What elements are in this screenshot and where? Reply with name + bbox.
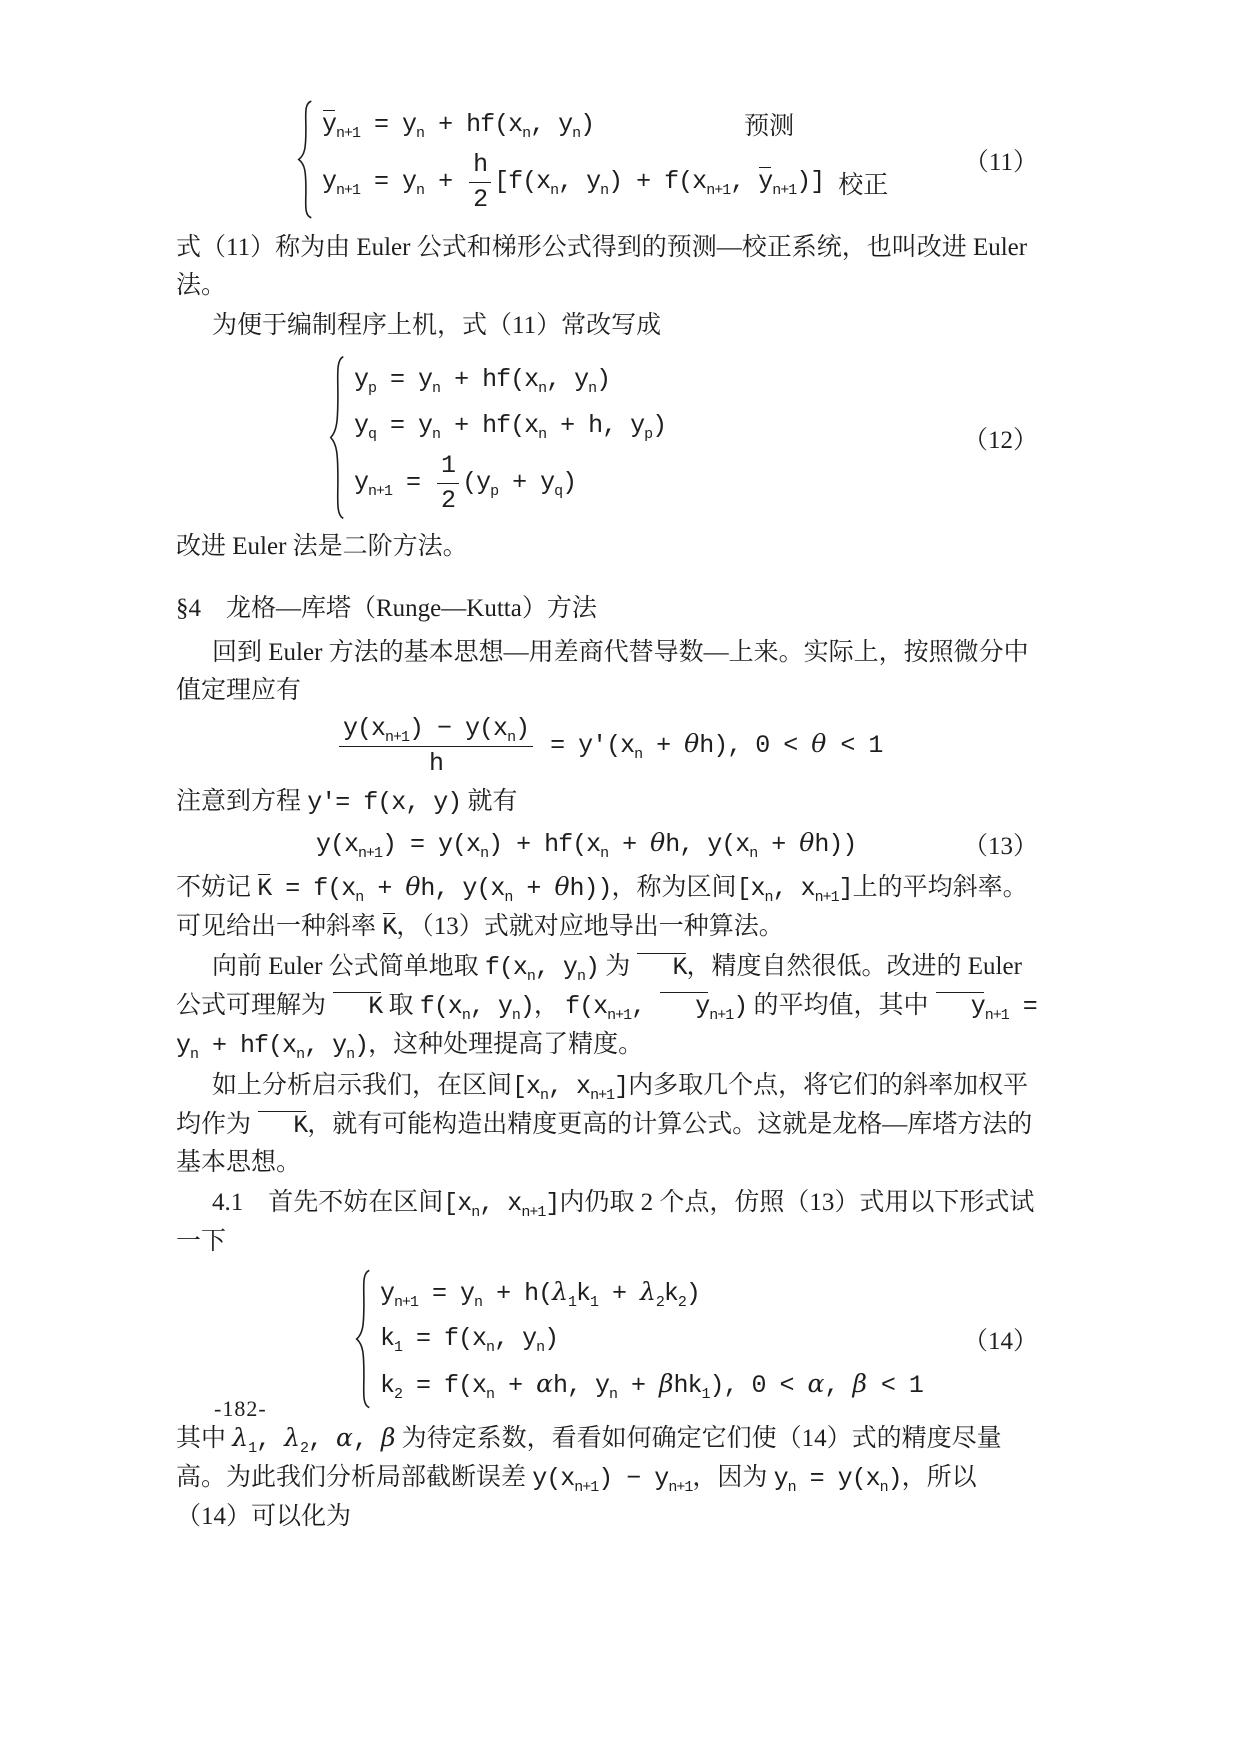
equation-content [354, 364, 611, 397]
equation-content [380, 1324, 559, 1356]
math-run: y [773, 1463, 788, 1493]
equation-line [380, 1319, 923, 1359]
equation-label: 预测 [744, 113, 795, 141]
subscript: n+1 [394, 1294, 419, 1311]
overbar [382, 914, 396, 941]
subscript: n+1 [668, 1478, 693, 1496]
greek-symbol: θ [799, 828, 815, 857]
overbar [636, 954, 686, 981]
text-run: 上的平均斜率。可见给出一种斜率 [176, 873, 1028, 940]
math-run: y'= f(x, y) [307, 787, 462, 817]
math-run: ) [685, 1279, 700, 1308]
overbar [257, 875, 271, 902]
subscript: n [787, 1478, 796, 1496]
subscript: n [486, 1386, 495, 1403]
math-run: , [631, 991, 660, 1021]
text-run: 取 [382, 991, 420, 1019]
subscript: n+1 [706, 182, 731, 200]
math-run: + [757, 830, 800, 859]
overbar [322, 111, 336, 138]
math-run: = y(x [795, 1463, 880, 1493]
subscript: n [600, 845, 609, 862]
subscript: 2 [300, 1439, 309, 1457]
equation-line [316, 824, 856, 864]
math-run: ) + hf(x [488, 830, 601, 859]
math-run: + [617, 1371, 660, 1400]
para-weighted-average [176, 1067, 1038, 1182]
equation-label: 校正 [838, 171, 889, 199]
math-run: = y [418, 1279, 475, 1308]
text-run: 注意到方程 [176, 787, 308, 815]
math-run: y [322, 167, 337, 197]
equation-content [322, 150, 824, 215]
subscript: n [432, 379, 441, 397]
text-run: ，精度自然很低。改进的 Euler 公式可理解为 [176, 952, 1022, 1019]
math-run: , y [558, 167, 601, 197]
math-run: , x [479, 1188, 522, 1218]
math-run: [f(x [494, 167, 551, 197]
subscript: n+1 [385, 729, 410, 746]
math-run: , [824, 1371, 853, 1400]
subscript: n [572, 124, 581, 142]
math-run: ) [887, 1463, 902, 1493]
math-run: ) [596, 364, 611, 394]
subscript: 2 [655, 1294, 664, 1311]
math-run: ) [515, 714, 530, 743]
math-run: hk [673, 1371, 702, 1400]
math-run: y(x [532, 1463, 575, 1493]
para-rewrite [176, 307, 1038, 345]
subscript: n [608, 1386, 617, 1403]
subscript: n [526, 967, 535, 985]
equation-11 [176, 100, 1038, 219]
math-run: y [354, 468, 369, 498]
greek-symbol: β [852, 1369, 867, 1398]
math-run: , y [534, 952, 577, 982]
math-run: ) − y [598, 1463, 669, 1493]
equation-lines [322, 104, 888, 215]
math-run: y [354, 364, 369, 394]
math-run: f(x [419, 991, 462, 1021]
fraction-denominator [441, 484, 455, 516]
equation-content [336, 714, 882, 779]
math-run: K [672, 952, 687, 982]
subscript: n [538, 379, 547, 397]
math-run: , y [469, 991, 512, 1021]
para-section-4-1 [176, 1184, 1038, 1261]
math-run: , x [548, 1071, 591, 1101]
text-run: 向前 Euler 公式简单地取 [212, 952, 485, 980]
greek-symbol: β [380, 1422, 396, 1452]
section-heading-4 [176, 590, 1038, 628]
fraction-denominator [473, 183, 487, 215]
math-run: y [322, 109, 337, 139]
subscript: n [749, 845, 758, 862]
text-run: 4.1 首先不妨在区间 [212, 1188, 444, 1216]
subscript: q [368, 425, 377, 443]
equation-number: （11） [963, 148, 1038, 176]
text-run: ，因为 [692, 1463, 774, 1491]
subscript: n [550, 182, 559, 200]
math-run: k [663, 1279, 678, 1308]
math-run: h [473, 150, 488, 180]
math-run: ) [354, 1030, 369, 1060]
math-run: [x [512, 1071, 541, 1101]
math-run: k [380, 1371, 395, 1400]
math-run: h)) [814, 830, 857, 859]
math-run: + [642, 730, 685, 760]
math-run: = y'(x [536, 730, 635, 760]
math-run: + h( [482, 1279, 553, 1308]
greek-symbol: λ [284, 1422, 301, 1452]
math-run: < 1 [826, 730, 883, 760]
equation-line [336, 714, 882, 779]
subscript: 1 [248, 1439, 257, 1457]
greek-symbol: α [536, 1369, 553, 1398]
subscript: n [538, 425, 547, 443]
math-run: , y [494, 1324, 537, 1353]
greek-symbol: θ [811, 728, 827, 758]
math-run: ) = y(x [382, 830, 481, 859]
math-run: , y [304, 1030, 347, 1060]
math-run: + [363, 873, 406, 903]
equation-line [354, 405, 666, 445]
subscript: n [355, 888, 364, 906]
text-run: 就有 [461, 787, 518, 815]
subscript: n+1 [574, 1478, 599, 1496]
text-run: 为便于编制程序上机，式（11）常改写成 [212, 312, 662, 339]
overbar [332, 993, 382, 1020]
text-run: ，这种处理提高了精度。 [368, 1030, 644, 1058]
greek-symbol: α [807, 1369, 825, 1398]
math-run: + hf(x [440, 364, 539, 394]
math-run: , x [772, 873, 815, 903]
math-run: h)) [569, 873, 612, 903]
fraction-numerator [469, 150, 491, 183]
math-run: + hf(x [424, 109, 523, 139]
equation-number: （14） [962, 1327, 1038, 1355]
equation-line [380, 1273, 923, 1313]
subscript: n [474, 1294, 483, 1311]
math-run: ) [580, 109, 595, 139]
greek-symbol: θ [650, 828, 666, 857]
equation-12 [176, 355, 1038, 520]
subscript: 1 [701, 1386, 710, 1403]
text-run: 内仍取 2 个点，仿照（13）式用以下形式试一下 [176, 1188, 1035, 1255]
equation-content [316, 828, 857, 862]
subscript: n [416, 124, 425, 142]
math-run: K [382, 912, 397, 942]
math-run: + [597, 1279, 640, 1308]
math-run: , [730, 167, 759, 197]
math-run: y(x [343, 714, 386, 743]
greek-symbol: α [336, 1422, 353, 1452]
subscript: n [536, 1339, 545, 1356]
math-run: ] [838, 873, 853, 903]
overbar [758, 168, 772, 195]
equation-14 [176, 1269, 1038, 1409]
math-run: < 1 [866, 1371, 923, 1400]
math-run: + hf(x [198, 1030, 297, 1060]
subscript: n+1 [590, 1086, 615, 1104]
math-run: y(x [316, 830, 359, 859]
equation-content [354, 410, 667, 443]
fraction-numerator [339, 714, 533, 747]
equation-mean-value [176, 714, 1038, 779]
para-average-slope [176, 868, 1038, 946]
math-run: , [256, 1424, 285, 1454]
subscript: 2 [677, 1294, 686, 1311]
math-run: [x [736, 873, 765, 903]
math-run: ] [614, 1071, 629, 1101]
fraction-numerator [437, 451, 459, 484]
text-run: ，就有可能构造出精度更高的计算公式。这就是龙格—库塔方法的基本思想。 [176, 1110, 1033, 1176]
subscript: n [507, 729, 516, 746]
math-run: ] [545, 1188, 560, 1218]
subscript: n [576, 967, 585, 985]
math-run: + [494, 1371, 537, 1400]
subscript: n [600, 182, 609, 200]
math-run: y [695, 991, 710, 1021]
math-run: y [758, 167, 773, 197]
math-run: , [308, 1424, 337, 1454]
text-run: ， [533, 991, 566, 1019]
subscript: 1 [394, 1339, 403, 1356]
math-run: + [512, 873, 555, 903]
math-run: , y [530, 109, 573, 139]
math-run: = y [376, 364, 433, 394]
math-run: k [380, 1324, 395, 1353]
math-run: + [608, 830, 651, 859]
text-run: 为 [598, 952, 637, 980]
subscript: n [504, 888, 513, 906]
subscript: n [346, 1045, 355, 1063]
subscript: n [190, 1045, 199, 1063]
text-run: ，所以（14）可以化为 [176, 1463, 977, 1530]
fraction [437, 451, 459, 516]
text-run: ，（13）式就对应地导出一种算法。 [396, 912, 784, 940]
math-run: ) [652, 410, 667, 440]
math-run: 2 [473, 185, 488, 214]
greek-symbol: θ [405, 871, 421, 901]
equation-lines [336, 714, 882, 779]
text-run: §4 龙格—库塔（Runge—Kutta）方法 [176, 595, 597, 622]
greek-symbol: λ [640, 1277, 656, 1306]
subscript: q [554, 483, 563, 501]
math-run: f(x [484, 952, 527, 982]
subscript: n+1 [521, 1203, 546, 1221]
math-run: h, y [552, 1371, 609, 1400]
subscript: n+1 [368, 483, 393, 501]
greek-symbol: λ [232, 1422, 249, 1452]
subscript: n [432, 425, 441, 443]
text-run: 内多取几个点，将它们的斜率加权平均作为 [176, 1071, 1029, 1138]
equation-content [354, 451, 576, 516]
subscript: p [490, 483, 499, 501]
equation-content [380, 1277, 700, 1311]
subscript: n [634, 745, 643, 763]
equation-number: （13） [962, 832, 1038, 860]
math-run: ) [584, 952, 599, 982]
math-run: 1 [441, 451, 456, 481]
math-run: K [293, 1110, 308, 1140]
text-run: ，称为区间 [611, 873, 737, 901]
math-run: K [368, 991, 383, 1021]
math-run: = f(x [402, 1324, 487, 1353]
subscript: 2 [394, 1386, 403, 1403]
subscript: n+1 [336, 182, 361, 200]
equation-line [380, 1365, 923, 1405]
math-run: + y [498, 468, 555, 498]
subscript: n+1 [336, 124, 361, 142]
equation-13 [176, 824, 1038, 864]
subscript: n [764, 888, 773, 906]
overbar [659, 993, 709, 1020]
math-run: = y [360, 167, 417, 197]
greek-symbol: λ [552, 1277, 568, 1306]
subscript: n+1 [709, 1006, 734, 1024]
equation-lines [354, 359, 666, 516]
para-note-equation [176, 783, 1038, 822]
text-run: 的平均值，其中 [747, 991, 935, 1019]
math-run: ) [544, 1324, 559, 1353]
math-run: y [354, 410, 369, 440]
equation-line [354, 359, 666, 399]
math-run: ) [519, 991, 534, 1021]
math-run: = y [360, 109, 417, 139]
subscript: p [368, 379, 377, 397]
subscript: n+1 [814, 888, 839, 906]
text-run: 为待定系数，看看如何确定它们使（14）式的精度尽量高。为此我们分析局部截断误差 [176, 1424, 1002, 1491]
math-run: ) [562, 468, 577, 498]
text-run: 如上分析启示我们，在区间 [212, 1071, 513, 1099]
para-back-to-euler [176, 634, 1038, 710]
math-run: = f(x [271, 873, 356, 903]
math-run: = [392, 468, 435, 498]
math-run: = f(x [402, 1371, 487, 1400]
subscript: n [522, 124, 531, 142]
fraction [469, 150, 491, 215]
equation-content [380, 1369, 923, 1403]
math-run: ) [733, 991, 748, 1021]
math-run: (y [462, 468, 491, 498]
math-run: , [352, 1424, 381, 1454]
left-brace-icon [296, 100, 314, 219]
subscript: n [480, 845, 489, 862]
math-run: + h, y [546, 410, 645, 440]
overbar [257, 1112, 307, 1139]
page-number: -182- [214, 1396, 267, 1421]
subscript: n [540, 1086, 549, 1104]
math-run: )] [796, 167, 825, 197]
subscript: p [644, 425, 653, 443]
subscript: n+1 [607, 1006, 632, 1024]
subscript: n+1 [984, 1006, 1009, 1024]
greek-symbol: β [659, 1369, 674, 1398]
text-run: 其中 [176, 1424, 233, 1452]
document-content [176, 96, 1038, 1538]
subscript: n [511, 1006, 520, 1024]
equation-content [322, 109, 595, 142]
math-run: h), 0 < [699, 730, 812, 760]
math-run: = y [176, 991, 1037, 1060]
math-run: K [257, 873, 272, 903]
math-run: f(x [565, 991, 608, 1021]
math-run: , y [546, 364, 589, 394]
math-run: 2 [441, 486, 456, 515]
fraction [339, 714, 533, 779]
subscript: n [461, 1006, 470, 1024]
subscript: n [879, 1478, 888, 1496]
subscript: 1 [567, 1294, 576, 1311]
subscript: n [588, 379, 597, 397]
equation-line [322, 150, 888, 215]
math-run: h, y(x [420, 873, 505, 903]
math-run: k [575, 1279, 590, 1308]
math-run: ) − y(x [409, 714, 508, 743]
equation-number: （12） [962, 426, 1038, 454]
fraction-denominator [429, 747, 443, 779]
math-run: y [380, 1279, 395, 1308]
para-eq11-desc [176, 229, 1038, 305]
math-run: ) + f(x [608, 167, 707, 197]
greek-symbol: θ [684, 728, 700, 758]
math-run: h, y(x [665, 830, 750, 859]
equation-lines [316, 824, 856, 864]
subscript: n [296, 1045, 305, 1063]
math-run: = y [376, 410, 433, 440]
subscript: n+1 [772, 182, 797, 200]
left-brace-icon [354, 1269, 372, 1409]
subscript: n+1 [358, 845, 383, 862]
text-run: 回到 Euler 方法的基本思想—用差商代替导数—上来。实际上，按照微分中值定理应有 [176, 639, 1029, 704]
equation-line [354, 451, 666, 516]
math-run: + [424, 167, 467, 197]
text-run: 式（11）称为由 Euler 公式和梯形公式得到的预测—校正系统，也叫改进 Euler 法。 [176, 234, 1028, 299]
overbar [935, 993, 985, 1020]
math-run: + hf(x [440, 410, 539, 440]
math-run: [x [443, 1188, 472, 1218]
para-forward-euler [176, 948, 1038, 1065]
equation-lines [380, 1273, 923, 1405]
subscript: n [416, 182, 425, 200]
left-brace-icon [328, 355, 346, 520]
math-run: h [429, 748, 444, 778]
subscript: n [471, 1203, 480, 1221]
para-second-order [176, 528, 1038, 566]
math-run: ), 0 < [709, 1371, 808, 1400]
subscript: 1 [589, 1294, 598, 1311]
math-run: y [970, 991, 985, 1021]
text-run: 改进 Euler 法是二阶方法。 [176, 533, 468, 560]
para-coefficients [176, 1419, 1038, 1536]
subscript: n [486, 1339, 495, 1356]
greek-symbol: θ [554, 871, 570, 901]
equation-line [322, 104, 888, 144]
text-run: 不妨记 [176, 873, 258, 901]
